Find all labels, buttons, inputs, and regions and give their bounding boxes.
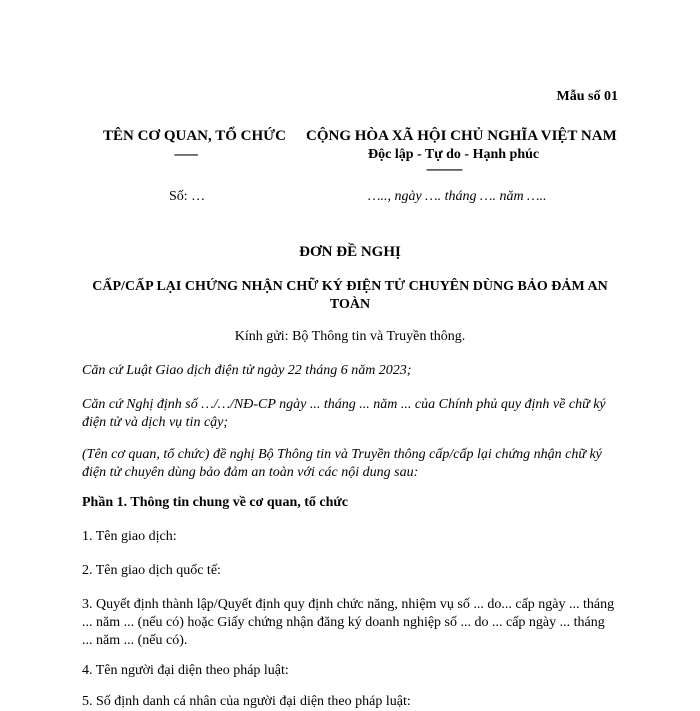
date-line: ….., ngày …. tháng …. năm ….. [368,189,547,204]
list-item: 2. Tên giao dịch quốc tế: [82,563,221,578]
national-rule: --------------- [426,161,461,176]
organization-rule: ------- [174,146,198,161]
organization-name-placeholder: TÊN CƠ QUAN, TỔ CHỨC [103,128,286,144]
section-1-heading: Phần 1. Thông tin chung về cơ quan, tổ chức [82,495,349,510]
preamble-request: (Tên cơ quan, tổ chức) đề nghị Bộ Thông tin và Truyền thông cấp/cấp lại chứng nhận chữ ký điện tử chuyên dùng bảo đảm an toàn với các nội dung sau: [82,447,602,480]
national-title: CỘNG HÒA XÃ HỘI CHỦ NGHĨA VIỆT NAM [306,128,617,144]
document-subtitle: CẤP/CẤP LẠI CHỨNG NHẬN CHỮ KÝ ĐIỆN TỬ CHUYÊN DÙNG BẢO ĐẢM AN TOÀN [92,279,608,312]
list-item: 3. Quyết định thành lập/Quyết định quy định chức năng, nhiệm vụ số ... do... cấp ngày ... tháng ... năm ... (nếu có) hoặc Giấy chứng nhận đăng ký doanh nghiệp số ... do ... cấp ngày ... tháng ... năm ... (nếu có). [82,597,615,648]
list-item: 5. Số định danh cá nhân của người đại diện theo pháp luật: [82,694,411,709]
form-number: Mẫu số 01 [556,89,618,104]
list-item: 1. Tên giao dịch: [82,529,177,544]
preamble-decree-basis: Căn cứ Nghị định số …/…/NĐ-CP ngày ... tháng ... năm ... của Chính phủ quy định về chữ ký điện tử và dịch vụ tin cậy; [82,397,606,430]
preamble-law-basis: Căn cứ Luật Giao dịch điện tử ngày 22 tháng 6 năm 2023; [82,363,412,378]
list-item: 4. Tên người đại diện theo pháp luật: [82,663,289,678]
document-number-line: Số: … [169,189,206,204]
addressee-line: Kính gửi: Bộ Thông tin và Truyền thông. [234,329,466,344]
national-motto: Độc lập - Tự do - Hạnh phúc [368,147,540,162]
document-title: ĐƠN ĐỀ NGHỊ [299,244,401,260]
